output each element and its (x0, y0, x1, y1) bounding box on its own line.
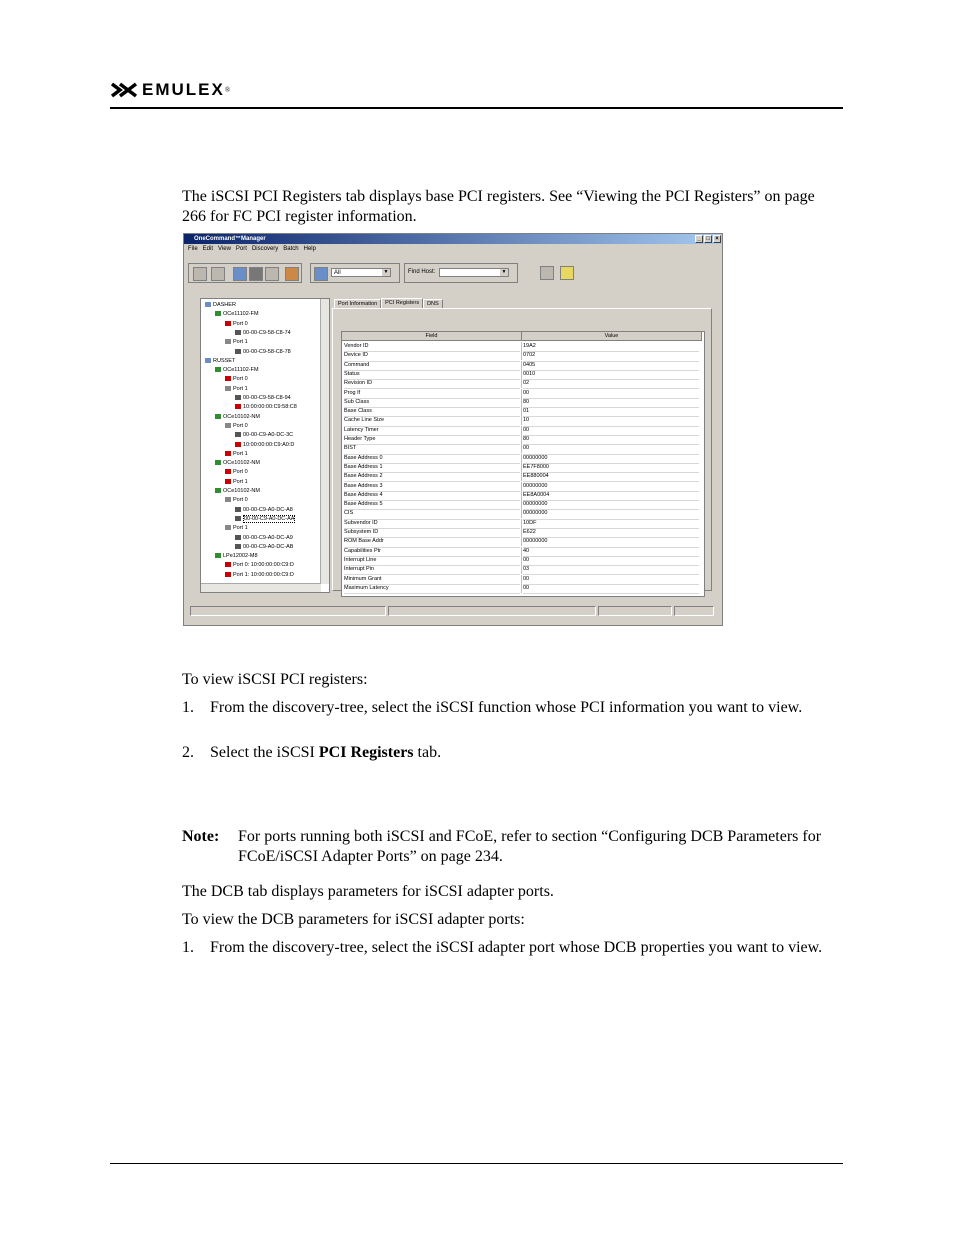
tree-node-label: 00-00-C9-58-C8-94 (243, 395, 291, 401)
table-row[interactable] (342, 482, 702, 491)
procedure-intro: To view iSCSI PCI registers: (182, 671, 368, 688)
table-row[interactable] (342, 556, 702, 565)
tree-node-label: 00-00-C9-A0-DC-AB (243, 543, 294, 550)
tree-node[interactable] (235, 394, 291, 403)
port-down-icon (225, 469, 231, 474)
function-icon (235, 535, 241, 540)
menu-file[interactable]: File (188, 246, 198, 252)
field-cell: Base Address 3 (344, 482, 520, 492)
value-cell: 0405 (523, 361, 699, 371)
tree-node-label: 10:00:00:00:C9:A0:D (243, 441, 295, 448)
table-row[interactable] (342, 370, 702, 379)
emulex-logo-icon (110, 82, 138, 98)
cell-divider (521, 537, 522, 546)
tree-node-label: OCe11102-FM (223, 311, 259, 318)
port-down-icon (225, 479, 231, 484)
tree-node[interactable] (225, 524, 248, 533)
cell-divider (521, 389, 522, 398)
discovery-tree (200, 298, 330, 593)
filter-value: All (334, 270, 341, 276)
cell-divider (521, 472, 522, 481)
filter-icon (314, 267, 328, 281)
adapter-icon (215, 311, 221, 316)
tree-node-label: DASHER (213, 302, 236, 308)
table-row[interactable] (342, 500, 702, 509)
adapter-icon (215, 553, 221, 558)
field-cell: Maximum Latency (344, 584, 520, 594)
table-row[interactable] (342, 407, 702, 416)
vport-view-icon[interactable] (233, 267, 247, 281)
port-icon (225, 423, 231, 428)
table-row[interactable] (342, 528, 702, 537)
column-header-value[interactable]: Value (522, 332, 702, 341)
tree-node-label: 00-00-C9-A0-DC-A8 (243, 506, 293, 513)
tree-node[interactable] (225, 422, 248, 431)
field-cell: Base Address 2 (344, 472, 520, 482)
value-cell: 01 (523, 407, 699, 417)
table-row[interactable] (342, 547, 702, 556)
find-host-label: Find Host: (408, 269, 436, 275)
field-cell: Cache Line Size (344, 416, 520, 426)
field-cell: Subsystem ID (344, 528, 520, 538)
header-rule (110, 107, 843, 109)
menu-batch[interactable]: Batch (283, 246, 299, 252)
port-down-icon (225, 562, 231, 567)
field-cell: Base Address 1 (344, 463, 520, 473)
port-down-icon (225, 572, 231, 577)
field-cell: Sub Class (344, 398, 520, 408)
table-row[interactable] (342, 361, 702, 370)
emulex-logo (110, 80, 230, 100)
tree-node[interactable] (225, 468, 248, 477)
table-row[interactable] (342, 454, 702, 463)
note-label: Note: (182, 828, 220, 845)
value-cell: 40 (523, 547, 699, 557)
field-cell: Base Address 4 (344, 491, 520, 501)
value-cell: 10DF (523, 519, 699, 529)
filter-select[interactable] (331, 268, 391, 277)
cell-divider (521, 416, 522, 425)
cell-divider (521, 528, 522, 537)
value-cell: 10 (523, 416, 699, 426)
window-titlebar (184, 234, 722, 244)
cell-divider (521, 361, 522, 370)
tree-node[interactable] (235, 534, 293, 543)
table-row[interactable] (342, 537, 702, 546)
value-cell: 03 (523, 565, 699, 575)
value-cell: 00 (523, 444, 699, 454)
chevron-down-icon: ▼ (501, 269, 507, 275)
maximize-button[interactable]: □ (704, 235, 712, 243)
value-cell: 00 (523, 389, 699, 399)
pci-register-grid (341, 331, 705, 597)
host-icon (205, 302, 211, 307)
cell-divider (521, 547, 522, 556)
tree-node-label: LPe12002-M8 (223, 553, 258, 560)
cell-divider (521, 482, 522, 491)
field-cell: Subvendor ID (344, 519, 520, 529)
adapter-icon (215, 460, 221, 465)
field-cell: Device ID (344, 351, 520, 361)
table-row[interactable] (342, 416, 702, 425)
value-cell: E622 (523, 528, 699, 538)
menu-port[interactable]: Port (235, 246, 247, 252)
list-item (182, 743, 842, 763)
tree-node[interactable] (225, 338, 248, 347)
tree-node-label: RUSSET (213, 357, 236, 364)
table-row[interactable] (342, 519, 702, 528)
tree-node-label: 00-00-C9-A0-DC-3C (243, 432, 294, 439)
cell-divider (521, 509, 522, 518)
tab-dns[interactable]: DNS (423, 299, 443, 309)
cell-divider (521, 491, 522, 500)
tree-node-label: 00-00-C9-58-C8-78 (243, 348, 291, 355)
port-icon (225, 386, 231, 391)
minimize-button[interactable]: _ (695, 235, 703, 243)
field-cell: Header Type (344, 435, 520, 445)
tab-pci-registers[interactable]: PCI Registers (381, 298, 423, 309)
field-cell: Base Address 5 (344, 500, 520, 510)
tab-strip (334, 298, 443, 308)
step-text: From the discovery-tree, select the iSCSI function whose PCI information you want to view. (210, 699, 803, 716)
menu-discovery[interactable]: Discovery (251, 246, 279, 252)
menu-view[interactable]: View (218, 246, 231, 252)
table-row[interactable] (342, 472, 702, 481)
tree-node[interactable] (235, 441, 294, 450)
tree-node[interactable] (235, 543, 293, 552)
table-row[interactable] (342, 389, 702, 398)
tree-node[interactable] (225, 450, 248, 459)
tree-node[interactable] (215, 310, 259, 319)
reset-icon[interactable] (540, 266, 554, 280)
logo-trademark: ® (224, 86, 231, 94)
tree-node[interactable] (225, 385, 248, 394)
cell-divider (521, 565, 522, 574)
value-cell: EE7F8000 (523, 463, 699, 473)
field-cell: Prog If (344, 389, 520, 399)
fc-function-icon (235, 442, 241, 447)
tree-node-label: OCe10102-NM (223, 488, 260, 494)
table-row[interactable] (342, 565, 702, 574)
tree-node[interactable] (215, 487, 260, 496)
tree-node-label: Port 0 (233, 497, 248, 504)
port-down-icon (225, 451, 231, 456)
function-icon (235, 507, 241, 512)
status-section (674, 606, 714, 616)
dcb-intro: The DCB tab displays parameters for iSCSI adapter ports. (182, 883, 554, 900)
function-icon (235, 330, 241, 335)
list-item (182, 938, 842, 958)
port-icon (225, 497, 231, 502)
procedure-intro: To view the DCB parameters for iSCSI adapter ports: (182, 911, 525, 928)
column-header-field[interactable]: Field (342, 332, 522, 341)
table-row[interactable] (342, 351, 702, 360)
value-cell: 00 (523, 556, 699, 566)
function-icon (235, 432, 241, 437)
tree-node-label: Port 1 (233, 385, 248, 392)
value-cell: 00000000 (523, 537, 699, 547)
tree-node-label: OCe10102-NM (223, 460, 260, 467)
cell-divider (521, 454, 522, 463)
cell-divider (521, 379, 522, 388)
function-icon (235, 349, 241, 354)
menu-bar (184, 244, 722, 254)
step-number: 1. (182, 699, 194, 716)
value-cell: 0010 (523, 370, 699, 380)
field-cell: Base Class (344, 407, 520, 417)
value-cell: 00000000 (523, 454, 699, 464)
logo-text: EMULEX (142, 80, 225, 99)
field-cell: BIST (344, 444, 520, 454)
tree-node-label: Port 1: 10:00:00:00:C9:D (233, 571, 294, 578)
step-text-post: tab. (413, 744, 442, 761)
cell-divider (521, 370, 522, 379)
tree-node-label: Port 1 (233, 525, 248, 532)
tree-node[interactable] (215, 366, 259, 375)
tree-node[interactable] (235, 506, 293, 515)
tree-node-label: 10:00:00:00:C9:58:C8 (243, 404, 297, 411)
tree-node[interactable] (235, 329, 291, 338)
tree-node-label: Port 1 (233, 339, 248, 346)
table-row[interactable] (342, 509, 702, 518)
tree-horizontal-scrollbar[interactable] (201, 583, 321, 592)
function-icon (235, 516, 241, 521)
table-row[interactable] (342, 491, 702, 500)
cell-divider (521, 519, 522, 528)
tree-node[interactable] (205, 301, 236, 310)
step-text (210, 743, 842, 763)
tree-node-label: Port 0 (233, 320, 248, 327)
field-cell: Vendor ID (344, 342, 520, 352)
find-host-input[interactable] (439, 268, 509, 277)
value-cell: 00000000 (523, 509, 699, 519)
status-bar (190, 606, 720, 616)
step-text-bold: PCI Registers (318, 744, 414, 761)
field-cell: Command (344, 361, 520, 371)
tree-node[interactable] (235, 515, 295, 524)
field-cell: Revision ID (344, 379, 520, 389)
tab-panel (332, 298, 712, 591)
value-cell: EE8A0004 (523, 491, 699, 501)
table-row[interactable] (342, 435, 702, 444)
tree-vertical-scrollbar[interactable] (320, 299, 329, 584)
tree-node[interactable] (235, 431, 293, 440)
cell-divider (521, 426, 522, 435)
field-cell: Minimum Grant (344, 575, 520, 585)
value-cell: 00000000 (523, 482, 699, 492)
table-row[interactable] (342, 398, 702, 407)
close-button[interactable]: × (713, 235, 721, 243)
tree-node[interactable] (225, 561, 294, 570)
intro-paragraph: The iSCSI PCI Registers tab displays base PCI registers. See “Viewing the PCI Registers” on page 266 for FC PCI register information. (182, 188, 815, 225)
list-item (182, 698, 842, 718)
field-cell: ROM Base Addr (344, 537, 520, 547)
note-block (182, 827, 842, 867)
value-cell: 00 (523, 584, 699, 594)
value-cell: 00000000 (523, 500, 699, 510)
table-row[interactable] (342, 379, 702, 388)
table-row[interactable] (342, 342, 702, 351)
tree-node-label: Port 1 (233, 450, 248, 457)
toolbar-find-group (404, 263, 518, 283)
host-icon (205, 358, 211, 363)
port-icon (225, 339, 231, 344)
step-number: 2. (182, 744, 194, 761)
table-row[interactable] (342, 575, 702, 584)
tree-node-label: Port 1 (233, 478, 248, 485)
value-cell: 0702 (523, 351, 699, 361)
tree-node[interactable] (225, 571, 294, 580)
value-cell: EE880004 (523, 472, 699, 482)
menu-edit[interactable]: Edit (202, 246, 214, 252)
cell-divider (521, 435, 522, 444)
tree-node[interactable] (215, 459, 260, 468)
table-row[interactable] (342, 444, 702, 453)
step-number: 1. (182, 939, 194, 956)
table-row[interactable] (342, 463, 702, 472)
toolbar (188, 260, 718, 286)
value-cell: 19A2 (523, 342, 699, 352)
function-icon (235, 544, 241, 549)
tree-node-label: Port 0: 10:00:00:00:C9:D (233, 562, 294, 569)
window-title: OneCommand™Manager (194, 236, 266, 242)
tree-node[interactable] (215, 413, 260, 422)
tree-node[interactable] (215, 552, 258, 561)
onecommand-window (183, 233, 723, 626)
tree-node-label: Port 0 (233, 469, 248, 476)
cell-divider (521, 342, 522, 351)
discovery-icon[interactable] (285, 267, 299, 281)
adapter-icon (215, 367, 221, 372)
note-text: For ports running both iSCSI and FCoE, refer to section “Configuring DCB Parameters for FCoE/iSCSI Adapter Ports” on page 234. (238, 828, 822, 865)
port-icon (225, 525, 231, 530)
tab-body (332, 308, 712, 591)
tree-node-label: Port 0 (233, 422, 248, 429)
host-view-icon[interactable] (193, 267, 207, 281)
function-icon (235, 395, 241, 400)
field-cell: Status (344, 370, 520, 380)
tree-node-label: OCe10102-NM (223, 413, 260, 420)
cell-divider (521, 398, 522, 407)
field-cell: CIS (344, 509, 520, 519)
toolbar-filter-group (310, 263, 400, 283)
fabric-view-icon[interactable] (211, 267, 225, 281)
help-icon[interactable] (560, 266, 574, 280)
adapter-icon (215, 488, 221, 493)
toolbar-view-group (188, 263, 302, 283)
tree-node[interactable] (225, 478, 248, 487)
cell-divider (521, 584, 522, 593)
table-row[interactable] (342, 584, 702, 593)
tree-node-label: 00-00-C9-58-C8-74 (243, 329, 291, 336)
tree-node[interactable] (225, 320, 248, 329)
virtual-view-icon[interactable] (265, 267, 279, 281)
tree-node-label: Port 0 (233, 376, 248, 383)
adapter-icon (215, 414, 221, 419)
tree-node[interactable] (235, 348, 291, 357)
tab-port-information[interactable]: Port Information (334, 299, 381, 309)
tree-node-label: 00-00-C9-A0-DC-A9 (243, 534, 293, 541)
cell-divider (521, 575, 522, 584)
field-cell: Capabilities Ptr (344, 547, 520, 557)
port-down-icon (225, 321, 231, 326)
cell-divider (521, 500, 522, 509)
tree-node[interactable] (205, 357, 235, 366)
tree-node[interactable] (235, 403, 297, 412)
step-text: From the discovery-tree, select the iSCSI adapter port whose DCB properties you want to view. (210, 939, 823, 956)
value-cell: 80 (523, 398, 699, 408)
status-section (388, 606, 596, 616)
fc-function-icon (235, 404, 241, 409)
storage-view-icon[interactable] (249, 267, 263, 281)
cell-divider (521, 463, 522, 472)
field-cell: Interrupt Pin (344, 565, 520, 575)
field-cell: Base Address 0 (344, 454, 520, 464)
menu-help[interactable]: Help (303, 246, 316, 252)
footer-rule (110, 1163, 843, 1164)
value-cell: 00 (523, 575, 699, 585)
cell-divider (521, 556, 522, 565)
port-down-icon (225, 376, 231, 381)
value-cell: 02 (523, 379, 699, 389)
cell-divider (521, 444, 522, 453)
cell-divider (521, 407, 522, 416)
tree-node-label: 00-00-C9-A0-DC-AA (244, 515, 295, 522)
value-cell: 00 (523, 426, 699, 436)
step-text-pre: Select the iSCSI (210, 744, 319, 761)
value-cell: 80 (523, 435, 699, 445)
tree-node[interactable] (225, 375, 248, 384)
field-cell: Latency Timer (344, 426, 520, 436)
status-section (598, 606, 672, 616)
tree-node[interactable] (225, 496, 248, 505)
cell-divider (521, 351, 522, 360)
status-section (190, 606, 386, 616)
chevron-down-icon: ▼ (383, 269, 389, 275)
tree-node-label: OCe11102-FM (223, 367, 259, 374)
field-cell: Interrupt Line (344, 556, 520, 566)
table-row[interactable] (342, 426, 702, 435)
